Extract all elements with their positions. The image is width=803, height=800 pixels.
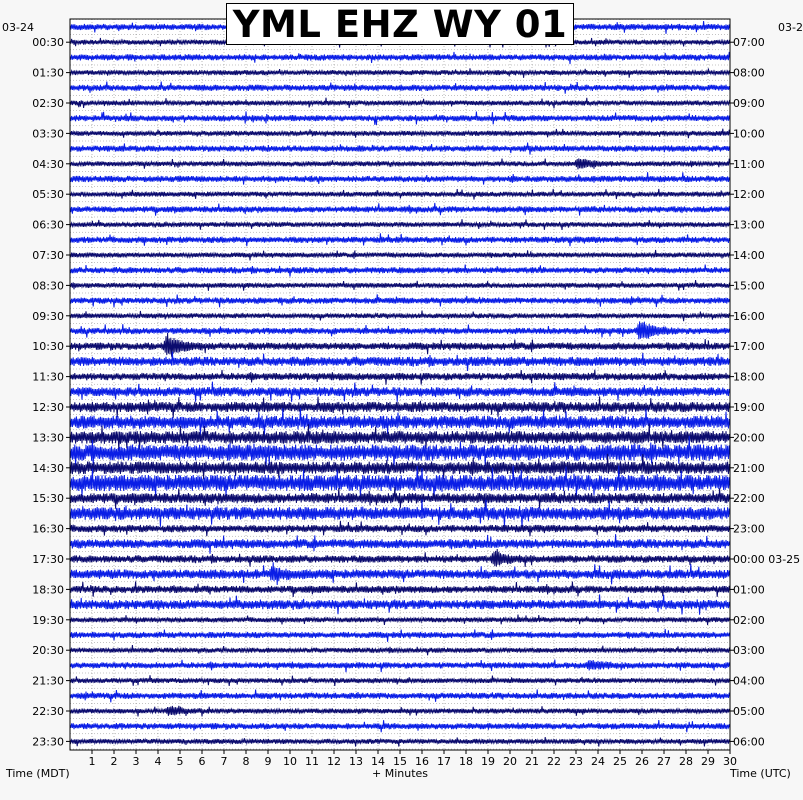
x-tick-label: 3 bbox=[132, 755, 140, 768]
right-time-label: 14:00 bbox=[733, 249, 765, 262]
x-tick-label: 13 bbox=[349, 755, 363, 768]
left-time-label: 18:30 bbox=[32, 583, 64, 597]
x-tick-label: 8 bbox=[242, 755, 250, 768]
left-time-label: 20:30 bbox=[32, 644, 64, 658]
left-time-label: 02:30 bbox=[32, 97, 64, 110]
x-tick-label: 30 bbox=[723, 755, 737, 768]
x-tick-label: 9 bbox=[264, 755, 272, 768]
x-tick-label: 25 bbox=[613, 755, 627, 768]
right-time-label: 13:00 bbox=[733, 218, 765, 232]
title-box bbox=[226, 3, 574, 45]
right-time-label: 20:00 bbox=[733, 431, 765, 445]
left-time-label: 22:30 bbox=[32, 705, 64, 718]
left-time-label: 12:30 bbox=[32, 401, 64, 414]
left-time-label: 11:30 bbox=[32, 370, 64, 384]
left-time-label: 00:30 bbox=[32, 36, 64, 50]
left-time-label: 10:30 bbox=[32, 340, 64, 354]
right-time-label: 11:00 bbox=[733, 157, 765, 171]
right-time-label: 05:00 bbox=[733, 705, 765, 718]
x-tick-label: 7 bbox=[220, 755, 228, 768]
left-time-label: 04:30 bbox=[32, 157, 64, 171]
right-time-label: 19:00 bbox=[733, 401, 765, 414]
right-time-label: 06:00 bbox=[733, 735, 765, 749]
left-time-label: 03:30 bbox=[32, 127, 64, 141]
x-tick-label: 19 bbox=[481, 755, 495, 768]
x-tick-label: 18 bbox=[459, 755, 473, 768]
right-time-label: 04:00 bbox=[733, 674, 765, 688]
right-time-label: 21:00 bbox=[733, 461, 765, 475]
x-tick-label: 4 bbox=[154, 755, 162, 768]
right-axis-label: Time (UTC) bbox=[730, 767, 791, 780]
left-time-label: 19:30 bbox=[32, 613, 64, 627]
left-time-label: 14:30 bbox=[32, 461, 64, 475]
right-time-label: 09:00 bbox=[733, 97, 765, 110]
x-tick-label: 15 bbox=[393, 755, 407, 768]
x-tick-label: 21 bbox=[525, 755, 539, 768]
left-time-label: 09:30 bbox=[32, 309, 64, 323]
x-tick-label: 14 bbox=[371, 755, 385, 768]
left-time-label: 06:30 bbox=[32, 218, 64, 232]
right-time-label: 23:00 bbox=[733, 522, 765, 536]
x-tick-label: 24 bbox=[591, 755, 605, 768]
x-axis-label: + Minutes bbox=[372, 767, 429, 780]
right-time-label: 10:00 bbox=[733, 127, 765, 141]
right-time-label: 12:00 bbox=[733, 188, 765, 202]
x-tick-label: 29 bbox=[701, 755, 715, 768]
chart-title: YML EHZ WY 01 bbox=[232, 2, 568, 46]
right-time-label: 02:00 bbox=[733, 613, 765, 627]
right-time-label: 01:00 bbox=[733, 583, 765, 597]
right-time-label: 18:00 bbox=[733, 370, 765, 384]
right-time-label: 15:00 bbox=[733, 279, 765, 293]
right-time-label: 07:00 bbox=[733, 36, 765, 50]
x-tick-label: 1 bbox=[88, 755, 96, 768]
x-tick-label: 10 bbox=[283, 755, 297, 768]
left-time-label: 21:30 bbox=[32, 674, 64, 688]
x-tick-label: 2 bbox=[110, 755, 118, 768]
x-tick-label: 23 bbox=[569, 755, 583, 768]
x-tick-label: 5 bbox=[176, 755, 184, 768]
right-time-label: 22:00 bbox=[733, 492, 765, 506]
right-time-label: 08:00 bbox=[733, 66, 765, 80]
x-tick-label: 6 bbox=[198, 755, 206, 768]
left-time-label: 17:30 bbox=[32, 553, 64, 566]
right-time-label: 17:00 bbox=[733, 340, 765, 354]
left-time-label: 05:30 bbox=[32, 188, 64, 202]
x-tick-label: 11 bbox=[305, 755, 319, 768]
left-date-label: 03-24 bbox=[2, 21, 34, 34]
x-tick-label: 12 bbox=[327, 755, 341, 768]
right-time-label: 03:00 bbox=[733, 644, 765, 658]
right-date-label: 03-2 bbox=[778, 21, 803, 34]
x-tick-label: 26 bbox=[635, 755, 649, 768]
x-tick-label: 16 bbox=[415, 755, 429, 768]
left-time-label: 15:30 bbox=[32, 492, 64, 506]
x-tick-label: 27 bbox=[657, 755, 671, 768]
left-time-label: 01:30 bbox=[32, 66, 64, 80]
left-time-label: 23:30 bbox=[32, 735, 64, 749]
x-tick-label: 17 bbox=[437, 755, 451, 768]
left-time-label: 13:30 bbox=[32, 431, 64, 445]
left-time-label: 16:30 bbox=[32, 522, 64, 536]
x-tick-label: 22 bbox=[547, 755, 561, 768]
left-time-label: 07:30 bbox=[32, 249, 64, 262]
x-tick-label: 20 bbox=[503, 755, 517, 768]
x-tick-label: 28 bbox=[679, 755, 693, 768]
right-time-label: 16:00 bbox=[733, 309, 765, 323]
left-time-label: 08:30 bbox=[32, 279, 64, 293]
left-axis-label: Time (MDT) bbox=[6, 767, 70, 780]
right-time-label: 00:00 03-25 bbox=[733, 553, 801, 566]
